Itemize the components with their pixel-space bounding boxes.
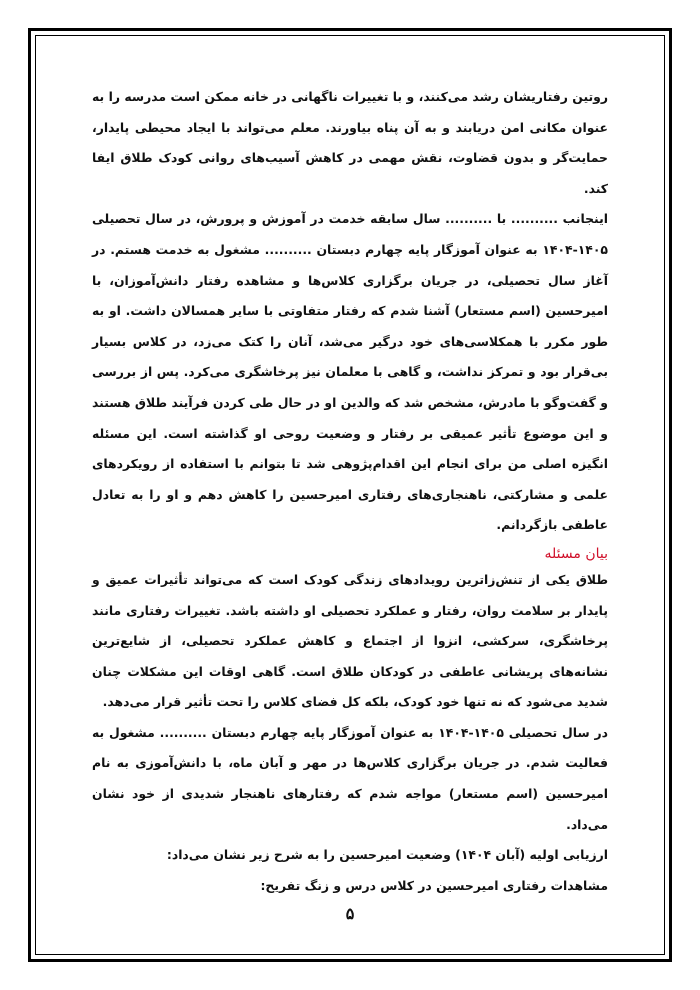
paragraph-initial-assessment: ارزیابی اولیه (آبان ۱۴۰۴) وضعیت امیرحسین را به شرح زیر نشان می‌داد: [166,847,608,863]
document-body [92,82,608,901]
page-number: ۵ [345,904,355,923]
paragraph-behavior-observations: مشاهدات رفتاری امیرحسین در کلاس درس و زنگ تفریح: [260,877,608,893]
paragraph-author-introduction: اینجانب .......... با .......... سال سابقه خدمت در آموزش و پرورش، در سال تحصیلی ۱۴۰۵-۱۴۰۴ به عنوان آموزگار پایه چهارم دبستان .......... مشغول به خدمت هستم. در آغاز سال تحصیلی، در جریان برگزاری کلاس‌ها و مشاهده رفتار دانش‌آموزان، با امیرحسین (اسم مستعار) آشنا شدم که رفتار متفاوتی با سایر همسالان داشت. او به طور مکرر با همکلاسی‌های خود درگیر می‌شد، آنان را کتک می‌زد، در کلاس بسیار بی‌قرار بود و تمرکز نداشت، و گاهی با معلمان نیز پرخاشگری می‌کرد. پس از بررسی و گفت‌وگو با مادرش، مشخص شد که والدین او در حال طی کردن فرآیند طلاق هستند و این موضوع تأثیر عمیقی بر رفتار و وضعیت روحی او گذاشته است. این مسئله انگیزه اصلی من برای انجام این اقدام‌پژوهی شد تا بتوانم با استفاده از رویکردهای علمی و مشارکتی، ناهنجاری‌های رفتاری امیرحسین را کاهش دهم و او را به تعادل عاطفی بازگردانم. [92,211,608,533]
paragraph-problem-statement: طلاق یکی از تنش‌زاترین رویدادهای زندگی کودک است که می‌تواند تأثیرات عمیق و پایدار بر سلامت روان، رفتار و عملکرد تحصیلی او داشته باشد. تغییرات رفتاری مانند پرخاشگری، سرکشی، انزوا از اجتماع و کاهش عملکرد تحصیلی، از شایع‌ترین نشانه‌های پریشانی عاطفی در کودکان طلاق است. گاهی اوقات این مشکلات چنان شدید می‌شود که نه تنها خود کودک، بلکه کل فضای کلاس را تحت تأثیر قرار می‌دهد. [92,571,608,710]
section-heading-problem-statement: بیان مسئله [544,545,608,562]
paragraph-class-context: در سال تحصیلی ۱۴۰۵-۱۴۰۴ به عنوان آموزگار پایه چهارم دبستان .......... مشغول به فعالیت شدم. در جریان برگزاری کلاس‌ها در مهر و آبان ماه، با دانش‌آموزی به نام امیرحسین (اسم مستعار) مواجه شدم که رفتارهای ناهنجار شدیدی از خود نشان می‌داد. [92,724,608,832]
paragraph-intro: روتین رفتاریشان رشد می‌کنند، و با تغییرات ناگهانی در خانه ممکن است مدرسه را به عنوان مکانی امن دریابند و به آن پناه بیاورند. معلم می‌تواند با ایجاد محیطی پایدار، حمایت‌گر و بدون قضاوت، نقش مهمی در کاهش آسیب‌های روانی کودک طلاق ایفا کند. [92,89,608,196]
